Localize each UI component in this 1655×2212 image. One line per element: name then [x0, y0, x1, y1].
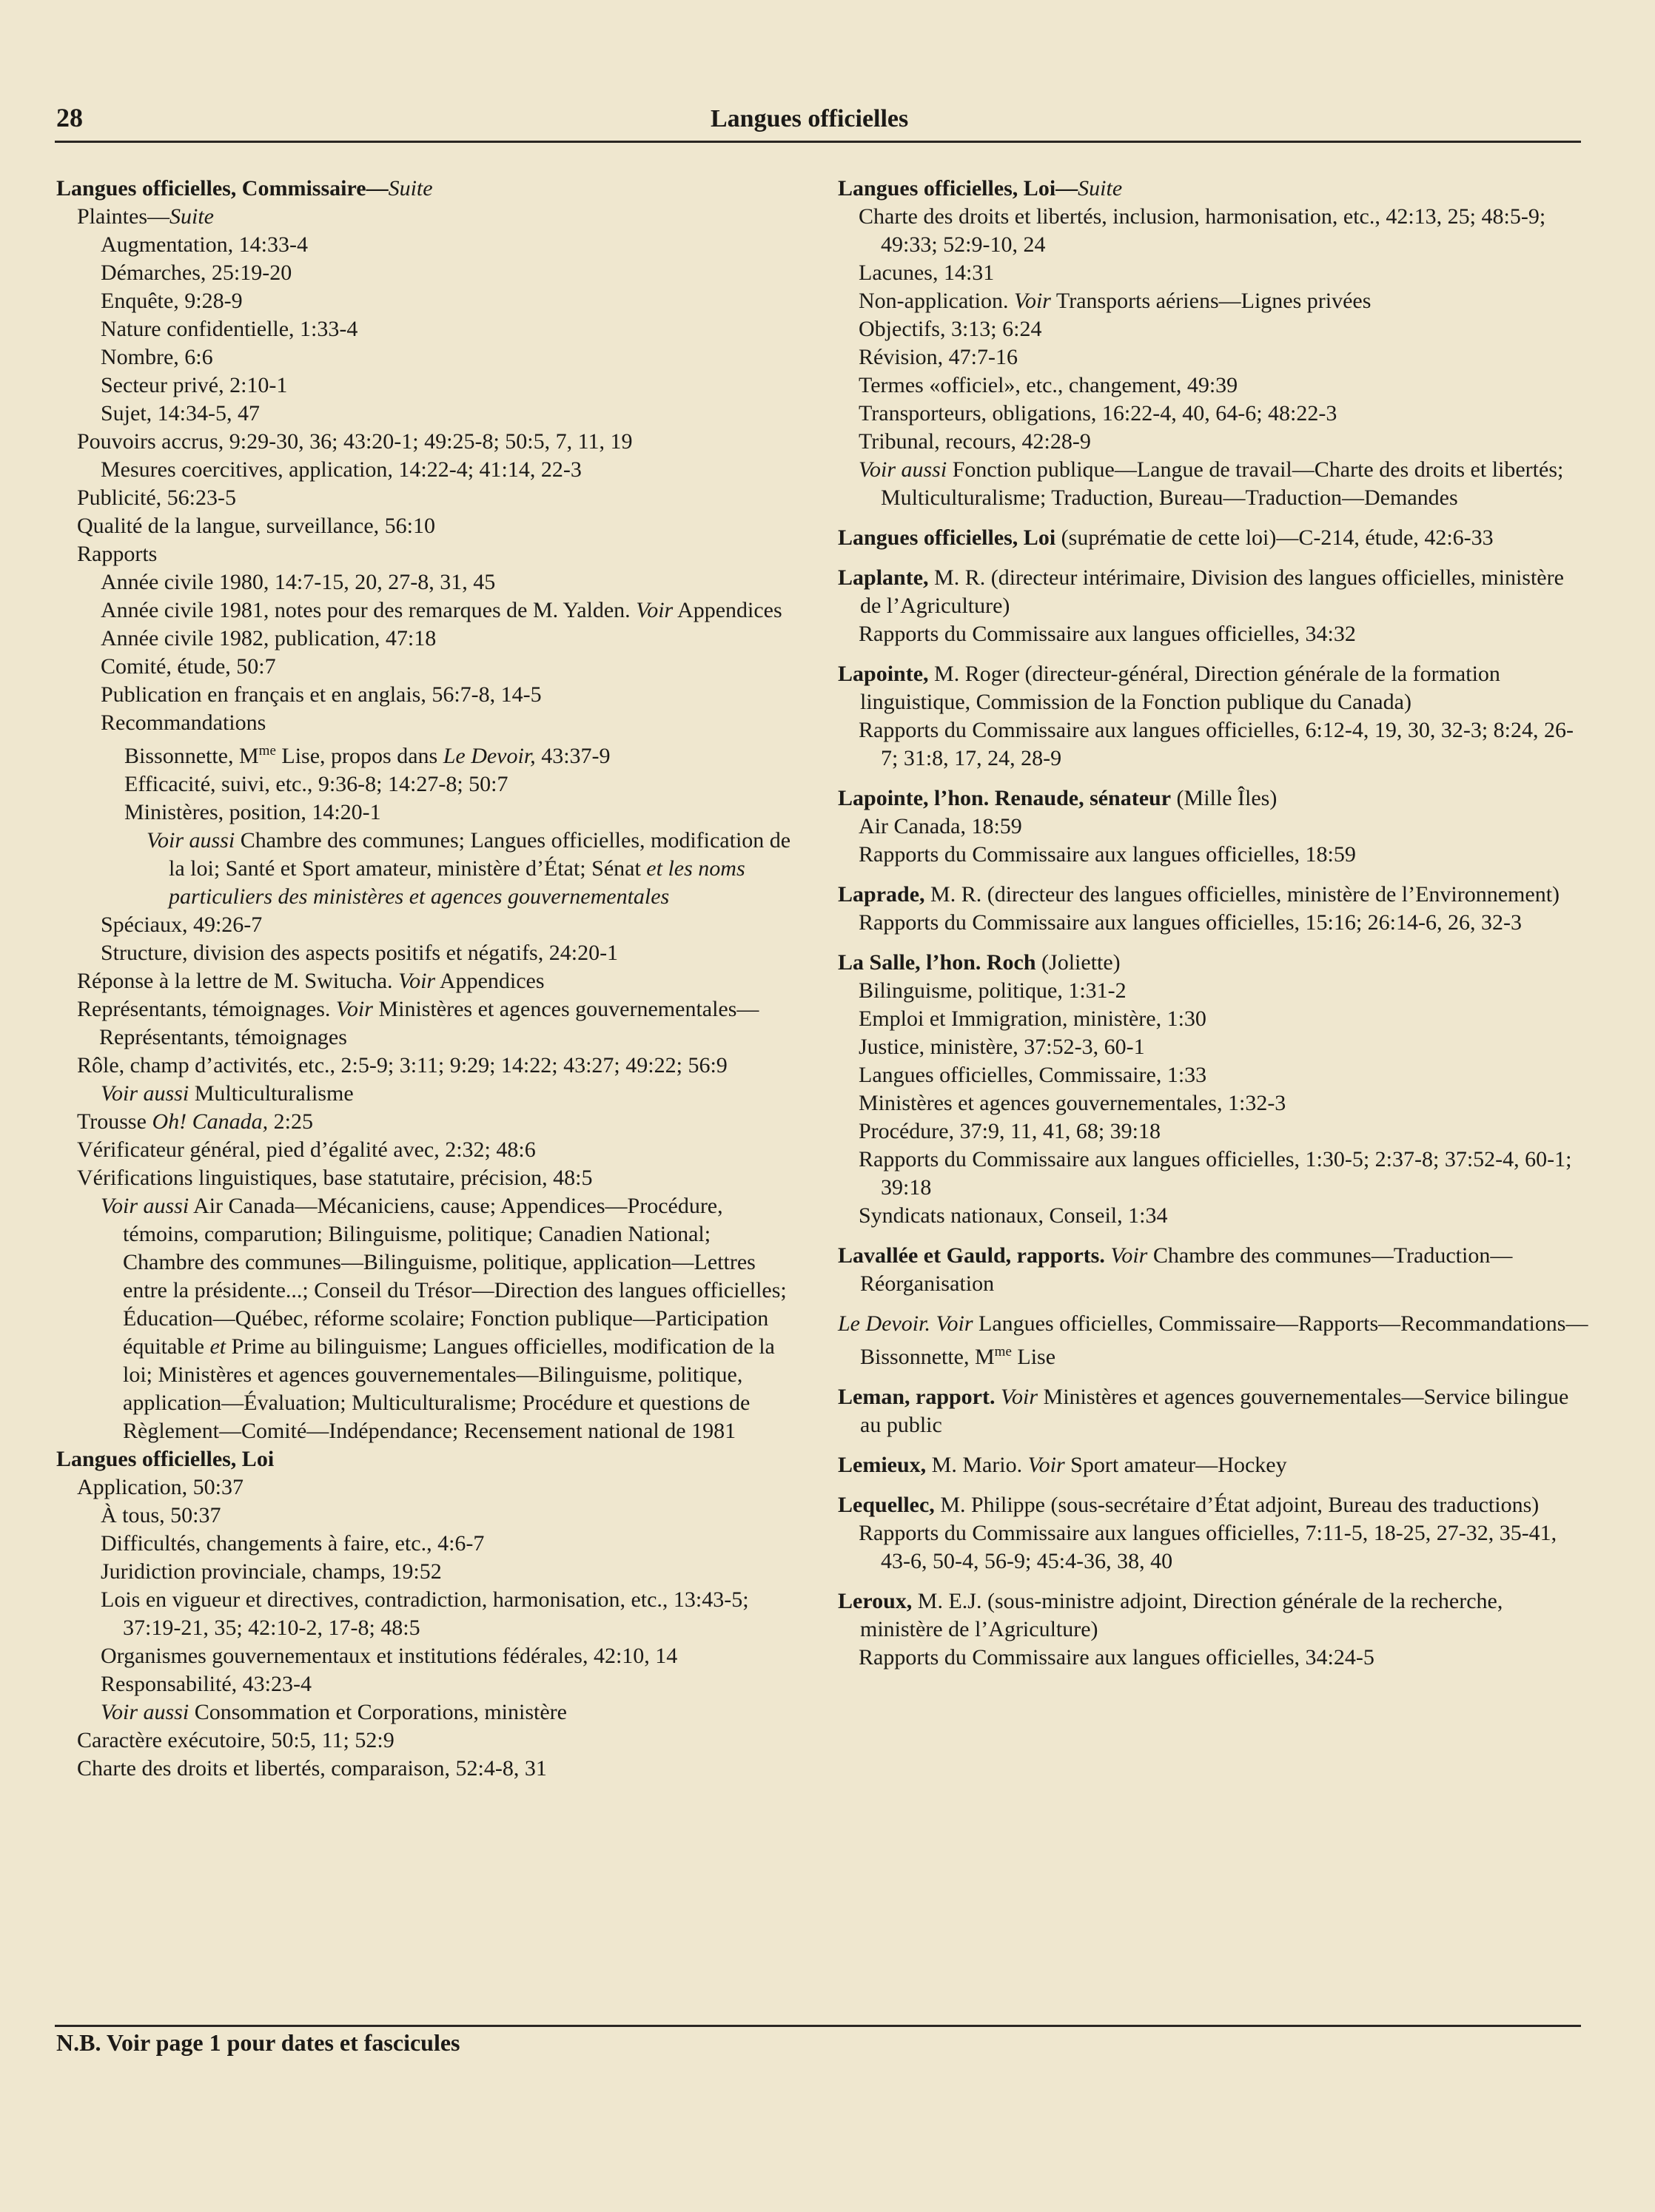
index-entry: Nombre, 6:6	[101, 345, 213, 369]
index-entry: Rapports du Commissaire aux langues officielles, 34:24-5	[859, 1645, 1374, 1670]
index-entry: Révision, 47:7-16	[859, 345, 1018, 369]
index-entry: Rôle, champ d’activités, etc., 2:5-9; 3:11; 9:29; 14:22; 43:27; 49:22; 56:9	[77, 1053, 728, 1078]
index-entry: Lavallée et Gauld, rapports. Voir Chambre des communes—Traduction—Réorganisation	[838, 1243, 1513, 1296]
index-entry: Termes «officiel», etc., changement, 49:39	[859, 373, 1238, 397]
index-entry: Rapports du Commissaire aux langues officielles, 34:32	[859, 622, 1356, 646]
index-entry: Trousse Oh! Canada, 2:25	[77, 1109, 313, 1134]
index-entry: Vérifications linguistiques, base statutaire, précision, 48:5	[77, 1166, 593, 1190]
index-entry: Augmentation, 14:33-4	[101, 232, 308, 257]
index-entry: Lapointe, l’hon. Renaude, sénateur (Mille Îles)	[838, 786, 1278, 810]
footer-note: N.B. Voir page 1 pour dates et fascicules	[56, 2029, 460, 2056]
index-entry: Voir aussi Chambre des communes; Langues officielles, modification de la loi; Santé et Sport amateur, ministère d’État; Sénat et les noms particuliers des ministères et agences gouvernementales	[147, 828, 791, 909]
page-number: 28	[56, 103, 83, 132]
index-entry: Tribunal, recours, 42:28-9	[859, 429, 1091, 454]
index-entry: Représentants, témoignages. Voir Ministères et agences gouvernementales—Représentants, témoignages	[77, 997, 759, 1049]
index-entry: Réponse à la lettre de M. Switucha. Voir Appendices	[77, 969, 545, 993]
index-entry: Voir aussi Air Canada—Mécaniciens, cause; Appendices—Procédure, témoins, comparution; Bilinguisme, politique; Canadien National; Chambre des communes—Bilinguisme, politique, application—Lettres entre la présidente...; Conseil du Trésor—Direction des langues officielles; Éducation—Québec, réforme scolaire; Fonction publique—Participation équitable et Prime au bilinguisme; Langues officielles, modification de la loi; Ministères et agences gouvernementales—Bilinguisme, politique, application—Évaluation; Multiculturalisme; Procédure et questions de Règlement—Comité—Indépendance; Recensement national de 1981	[101, 1194, 787, 1443]
index-entry: Leman, rapport. Voir Ministères et agences gouvernementales—Service bilingue au public	[838, 1385, 1569, 1437]
index-entry: Structure, division des aspects positifs et négatifs, 24:20-1	[101, 941, 619, 965]
index-column-right	[838, 175, 1589, 1672]
index-entry: À tous, 50:37	[101, 1503, 221, 1527]
index-entry: Pouvoirs accrus, 9:29-30, 36; 43:20-1; 49:25-8; 50:5, 7, 11, 19	[77, 429, 633, 454]
index-entry: Laplante, M. R. (directeur intérimaire, Division des langues officielles, ministère de l’Agriculture)	[838, 565, 1564, 618]
index-entry: Bilinguisme, politique, 1:31-2	[859, 978, 1127, 1003]
index-entry: Voir aussi Multiculturalisme	[101, 1081, 354, 1106]
index-entry: Spéciaux, 49:26-7	[101, 912, 263, 937]
index-entry: Enquête, 9:28-9	[101, 289, 243, 313]
index-entry: Emploi et Immigration, ministère, 1:30	[859, 1006, 1206, 1031]
index-entry: Année civile 1981, notes pour des remarques de M. Yalden. Voir Appendices	[101, 598, 782, 622]
index-entry: Secteur privé, 2:10-1	[101, 373, 288, 397]
index-entry: Démarches, 25:19-20	[101, 260, 292, 285]
index-entry: Langues officielles, Commissaire, 1:33	[859, 1063, 1207, 1087]
index-entry: Vérificateur général, pied d’égalité avec, 2:32; 48:6	[77, 1137, 536, 1162]
index-entry: Lemieux, M. Mario. Voir Sport amateur—Hockey	[838, 1453, 1287, 1477]
index-entry: Publication en français et en anglais, 56:7-8, 14-5	[101, 682, 542, 707]
page-title: Langues officielles	[711, 105, 909, 132]
index-entry: Bissonnette, $M^{me}$ Lise, propos dans Le Devoir, 43:37-9	[124, 743, 611, 768]
index-entry: Nature confidentielle, 1:33-4	[101, 317, 358, 341]
footer-rule	[55, 2025, 1581, 2027]
index-entry: Recommandations	[101, 710, 266, 735]
index-entry: Rapports du Commissaire aux langues officielles, 6:12-4, 19, 30, 32-3; 8:24, 26-7; 31:8, 17, 24, 28-9	[859, 718, 1574, 770]
index-entry: Année civile 1982, publication, 47:18	[101, 626, 437, 651]
index-entry: Ministères et agences gouvernementales, 1:32-3	[859, 1091, 1286, 1115]
index-entry: Leroux, M. E.J. (sous-ministre adjoint, Direction générale de la recherche, ministère de l’Agriculture)	[838, 1589, 1503, 1641]
index-entry: Laprade, M. R. (directeur des langues officielles, ministère de l’Environnement)	[838, 882, 1560, 907]
index-entry: Langues officielles, Loi (suprématie de cette loi)—C-214, étude, 42:6-33	[838, 525, 1494, 550]
index-entry: Air Canada, 18:59	[859, 814, 1022, 838]
index-entry: Comité, étude, 50:7	[101, 654, 276, 679]
index-entry: Lapointe, M. Roger (directeur-général, Direction générale de la formation linguistique, Commission de la Fonction publique du Canada)	[838, 662, 1500, 714]
index-entry: Organismes gouvernementaux et institutions fédérales, 42:10, 14	[101, 1644, 678, 1668]
header-rule	[55, 141, 1581, 143]
index-entry: Rapports du Commissaire aux langues officielles, 1:30-5; 2:37-8; 37:52-4, 60-1; 39:18	[859, 1147, 1572, 1200]
index-entry: Plaintes—Suite	[77, 204, 214, 229]
index-entry: Qualité de la langue, surveillance, 56:10	[77, 514, 435, 538]
index-entry: Sujet, 14:34-5, 47	[101, 401, 260, 426]
index-entry: Voir aussi Consommation et Corporations, ministère	[101, 1700, 567, 1724]
index-column-left	[56, 175, 796, 1783]
index-entry: Efficacité, suivi, etc., 9:36-8; 14:27-8; 50:7	[124, 772, 508, 796]
index-entry: Lequellec, M. Philippe (sous-secrétaire d’État adjoint, Bureau des traductions)	[838, 1493, 1540, 1517]
index-entry: Syndicats nationaux, Conseil, 1:34	[859, 1203, 1168, 1228]
index-entry: Ministères, position, 14:20-1	[124, 800, 381, 824]
index-entry: Rapports du Commissaire aux langues officielles, 15:16; 26:14-6, 26, 32-3	[859, 910, 1522, 935]
index-entry: La Salle, l’hon. Roch (Joliette)	[838, 950, 1121, 975]
index-entry: Langues officielles, Loi	[56, 1447, 275, 1471]
index-entry: Difficultés, changements à faire, etc., 4:6-7	[101, 1531, 485, 1556]
index-entry: Juridiction provinciale, champs, 19:52	[101, 1559, 442, 1584]
index-entry: Lacunes, 14:31	[859, 260, 995, 285]
index-entry: Procédure, 37:9, 11, 41, 68; 39:18	[859, 1119, 1161, 1143]
index-entry: Objectifs, 3:13; 6:24	[859, 317, 1042, 341]
index-entry: Mesures coercitives, application, 14:22-4; 41:14, 22-3	[101, 457, 582, 482]
index-entry: Transporteurs, obligations, 16:22-4, 40, 64-6; 48:22-3	[859, 401, 1337, 426]
index-entry: Voir aussi Fonction publique—Langue de travail—Charte des droits et libertés; Multiculturalisme; Traduction, Bureau—Traduction—Demandes	[859, 457, 1564, 510]
index-entry: Rapports	[77, 542, 158, 566]
index-entry: Rapports du Commissaire aux langues officielles, 18:59	[859, 842, 1356, 867]
index-entry: Justice, ministère, 37:52-3, 60-1	[859, 1035, 1145, 1059]
index-entry: Charte des droits et libertés, comparaison, 52:4-8, 31	[77, 1756, 547, 1781]
index-entry: Langues officielles, Commissaire—Suite	[56, 176, 433, 201]
index-entry: Caractère exécutoire, 50:5, 11; 52:9	[77, 1728, 395, 1752]
index-entry: Non-application. Voir Transports aériens—Lignes privées	[859, 289, 1372, 313]
index-entry: Rapports du Commissaire aux langues officielles, 7:11-5, 18-25, 27-32, 35-41, 43-6, 50-4, 56-9; 45:4-36, 38, 40	[859, 1521, 1557, 1573]
index-entry: Le Devoir. Voir Langues officielles, Commissaire—Rapports—Recommandations—Bissonnette, $M^{me}$ Lise	[838, 1311, 1588, 1369]
index-entry: Lois en vigueur et directives, contradiction, harmonisation, etc., 13:43-5; 37:19-21, 35; 42:10-2, 17-8; 48:5	[101, 1587, 749, 1640]
index-entry: Responsabilité, 43:23-4	[101, 1672, 312, 1696]
index-entry: Application, 50:37	[77, 1475, 244, 1499]
index-entry: Publicité, 56:23-5	[77, 485, 236, 510]
index-entry: Langues officielles, Loi—Suite	[838, 176, 1123, 201]
index-entry: Année civile 1980, 14:7-15, 20, 27-8, 31, 45	[101, 570, 496, 594]
index-entry: Charte des droits et libertés, inclusion, harmonisation, etc., 42:13, 25; 48:5-9; 49:33; 52:9-10, 24	[859, 204, 1546, 257]
